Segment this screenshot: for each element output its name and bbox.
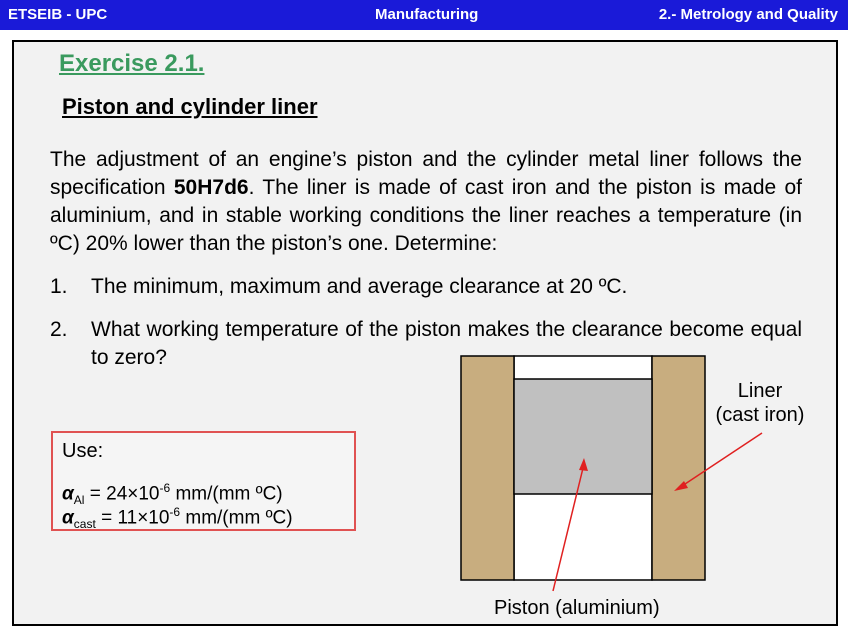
- intro-part2: . The liner is made of cast iron and the piston is made of aluminium, and in stable working conditions the liner reaches a temperature (in ºC) 20% lower than the piston’s one. Determine:: [50, 176, 802, 255]
- use-label: Use:: [62, 440, 104, 462]
- liner-left-wall: [461, 356, 514, 580]
- alpha-cast-eq: = 11×10: [95, 507, 170, 529]
- alpha-al-eq: = 24×10: [84, 483, 160, 505]
- spec: 50H7d6: [173, 176, 249, 199]
- alpha-cast-sub: cast: [73, 517, 96, 532]
- liner-label-line1: Liner: [737, 380, 783, 402]
- liner-right-wall: [652, 356, 705, 580]
- alpha-cast-unit: mm/(mm ºC): [180, 507, 293, 529]
- subtitle: Piston and cylinder liner: [62, 94, 318, 119]
- alpha-al-sub: Al: [73, 493, 85, 508]
- piston-label: Piston (aluminium): [494, 597, 660, 619]
- alpha-al-exp: -6: [159, 481, 171, 495]
- header-left: ETSEIB - UPC: [8, 6, 108, 23]
- list-item-text: The minimum, maximum and average clearance at 20 ºC.: [91, 275, 628, 298]
- header-right: 2.- Metrology and Quality: [658, 6, 838, 23]
- alpha-al-unit: mm/(mm ºC): [170, 483, 283, 505]
- alpha-cast-exp: -6: [169, 505, 181, 519]
- liner-label: [700, 379, 820, 427]
- intro-part1: The adjustment of an engine’s piston and the cylinder metal liner follows the specification: [50, 148, 802, 199]
- alpha-symbol: α: [62, 507, 74, 529]
- piston-block: [514, 379, 652, 494]
- liner-label-line2: (cast iron): [715, 404, 805, 426]
- list-item-text: What working temperature of the piston makes the clearance become equal to zero?: [91, 318, 802, 369]
- alpha-symbol: α: [62, 483, 74, 505]
- list-item-number: 2.: [50, 318, 68, 341]
- exercise-title: Exercise 2.1.: [59, 50, 205, 77]
- list-item-number: 1.: [50, 275, 68, 298]
- header-center: Manufacturing: [375, 6, 479, 23]
